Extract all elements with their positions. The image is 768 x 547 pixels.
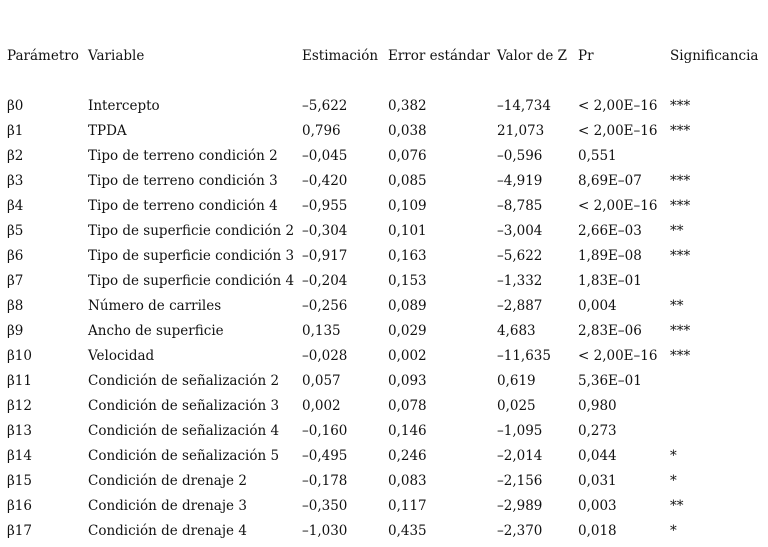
parameter-cell: β0: [7, 98, 24, 114]
estimate-cell: –0,955: [302, 198, 348, 214]
z-value-cell: –2,156: [497, 473, 543, 489]
parameter-cell: β8: [7, 298, 24, 314]
std-error-cell: 0,146: [388, 423, 427, 439]
pr-cell: 0,551: [578, 148, 617, 164]
significance-cell: ***: [670, 248, 691, 264]
significance-cell: **: [670, 223, 684, 239]
header-estimacion: Estimación: [302, 48, 379, 64]
pr-cell: 0,031: [578, 473, 617, 489]
parameter-cell: β3: [7, 173, 24, 189]
variable-cell: Tipo de terreno condición 4: [88, 198, 278, 214]
z-value-cell: –11,635: [497, 348, 551, 364]
table-row: [0, 271, 768, 291]
variable-cell: Condición de señalización 4: [88, 423, 280, 439]
z-value-cell: –1,095: [497, 423, 543, 439]
estimate-cell: –5,622: [302, 98, 348, 114]
z-value-cell: –4,919: [497, 173, 543, 189]
parameter-cell: β7: [7, 273, 24, 289]
pr-cell: 8,69E–07: [578, 173, 642, 189]
table-row: [0, 246, 768, 266]
table-row: [0, 321, 768, 341]
pr-cell: < 2,00E–16: [578, 198, 658, 214]
std-error-cell: 0,038: [388, 123, 427, 139]
pr-cell: 0,273: [578, 423, 617, 439]
estimate-cell: –0,160: [302, 423, 348, 439]
estimate-cell: –0,204: [302, 273, 348, 289]
z-value-cell: –1,332: [497, 273, 543, 289]
pr-cell: 1,89E–08: [578, 248, 642, 264]
estimate-cell: –0,256: [302, 298, 348, 314]
std-error-cell: 0,117: [388, 498, 427, 514]
significance-cell: ***: [670, 98, 691, 114]
z-value-cell: –5,622: [497, 248, 543, 264]
pr-cell: 0,980: [578, 398, 617, 414]
variable-cell: Condición de señalización 3: [88, 398, 280, 414]
variable-cell: Tipo de superficie condición 4: [88, 273, 295, 289]
std-error-cell: 0,435: [388, 523, 427, 539]
pr-cell: 0,018: [578, 523, 617, 539]
z-value-cell: –0,596: [497, 148, 543, 164]
std-error-cell: 0,002: [388, 348, 427, 364]
table-row: [0, 396, 768, 416]
header-valor-z: Valor de Z: [497, 48, 568, 64]
estimate-cell: 0,002: [302, 398, 341, 414]
variable-cell: Ancho de superficie: [88, 323, 224, 339]
z-value-cell: –2,989: [497, 498, 543, 514]
estimate-cell: 0,057: [302, 373, 341, 389]
parameter-cell: β17: [7, 523, 32, 539]
parameter-cell: β11: [7, 373, 32, 389]
significance-cell: ***: [670, 123, 691, 139]
significance-cell: ***: [670, 173, 691, 189]
pr-cell: < 2,00E–16: [578, 348, 658, 364]
z-value-cell: –8,785: [497, 198, 543, 214]
pr-cell: 2,66E–03: [578, 223, 642, 239]
significance-cell: ***: [670, 348, 691, 364]
z-value-cell: –2,370: [497, 523, 543, 539]
std-error-cell: 0,109: [388, 198, 427, 214]
table-row: [0, 421, 768, 441]
table-row: [0, 121, 768, 141]
pr-cell: < 2,00E–16: [578, 123, 658, 139]
std-error-cell: 0,153: [388, 273, 427, 289]
z-value-cell: 0,619: [497, 373, 536, 389]
std-error-cell: 0,163: [388, 248, 427, 264]
parameter-cell: β12: [7, 398, 32, 414]
estimate-cell: –0,045: [302, 148, 348, 164]
estimate-cell: –1,030: [302, 523, 348, 539]
std-error-cell: 0,246: [388, 448, 427, 464]
variable-cell: Tipo de terreno condición 3: [88, 173, 278, 189]
std-error-cell: 0,093: [388, 373, 427, 389]
estimate-cell: 0,796: [302, 123, 341, 139]
std-error-cell: 0,089: [388, 298, 427, 314]
table-row: [0, 446, 768, 466]
z-value-cell: 0,025: [497, 398, 536, 414]
table-row: [0, 346, 768, 366]
parameter-cell: β4: [7, 198, 24, 214]
parameter-cell: β13: [7, 423, 32, 439]
table-row: [0, 496, 768, 516]
table-row: [0, 96, 768, 116]
pr-cell: 2,83E–06: [578, 323, 642, 339]
table-row: [0, 296, 768, 316]
header-pr: Pr: [578, 48, 594, 64]
parameter-cell: β15: [7, 473, 32, 489]
variable-cell: Intercepto: [88, 98, 160, 114]
std-error-cell: 0,029: [388, 323, 427, 339]
pr-cell: 0,004: [578, 298, 617, 314]
variable-cell: TPDA: [88, 123, 127, 139]
estimate-cell: –0,420: [302, 173, 348, 189]
significance-cell: **: [670, 498, 684, 514]
std-error-cell: 0,085: [388, 173, 427, 189]
pr-cell: 0,044: [578, 448, 617, 464]
variable-cell: Velocidad: [88, 348, 155, 364]
table-row: [0, 221, 768, 241]
variable-cell: Condición de señalización 2: [88, 373, 280, 389]
significance-cell: ***: [670, 198, 691, 214]
estimate-cell: –0,350: [302, 498, 348, 514]
parameter-cell: β6: [7, 248, 24, 264]
parameter-cell: β5: [7, 223, 24, 239]
variable-cell: Condición de señalización 5: [88, 448, 280, 464]
table-row: [0, 371, 768, 391]
significance-cell: **: [670, 298, 684, 314]
variable-cell: Condición de drenaje 2: [88, 473, 247, 489]
std-error-cell: 0,078: [388, 398, 427, 414]
parameter-cell: β9: [7, 323, 24, 339]
variable-cell: Tipo de superficie condición 3: [88, 248, 295, 264]
parameter-cell: β16: [7, 498, 32, 514]
estimate-cell: –0,028: [302, 348, 348, 364]
z-value-cell: –2,014: [497, 448, 543, 464]
table-row: [0, 171, 768, 191]
significance-cell: *: [670, 473, 677, 489]
std-error-cell: 0,101: [388, 223, 427, 239]
pr-cell: < 2,00E–16: [578, 98, 658, 114]
estimate-cell: –0,178: [302, 473, 348, 489]
table-row: [0, 196, 768, 216]
variable-cell: Tipo de terreno condición 2: [88, 148, 278, 164]
variable-cell: Número de carriles: [88, 298, 222, 314]
table-row: [0, 146, 768, 166]
header-significancia: Significancia: [670, 48, 759, 64]
significance-cell: ***: [670, 323, 691, 339]
estimate-cell: 0,135: [302, 323, 341, 339]
variable-cell: Condición de drenaje 3: [88, 498, 247, 514]
pr-cell: 5,36E–01: [578, 373, 642, 389]
table-row: [0, 471, 768, 491]
std-error-cell: 0,382: [388, 98, 427, 114]
parameter-cell: β14: [7, 448, 32, 464]
estimate-cell: –0,304: [302, 223, 348, 239]
significance-cell: *: [670, 448, 677, 464]
std-error-cell: 0,083: [388, 473, 427, 489]
z-value-cell: 4,683: [497, 323, 536, 339]
z-value-cell: –14,734: [497, 98, 551, 114]
header-error-estandar: Error estándar: [388, 48, 490, 64]
parameter-cell: β10: [7, 348, 32, 364]
estimate-cell: –0,495: [302, 448, 348, 464]
parameter-cell: β2: [7, 148, 24, 164]
std-error-cell: 0,076: [388, 148, 427, 164]
header-variable: Variable: [88, 48, 145, 64]
variable-cell: Tipo de superficie condición 2: [88, 223, 295, 239]
pr-cell: 0,003: [578, 498, 617, 514]
parameter-cell: β1: [7, 123, 24, 139]
z-value-cell: –2,887: [497, 298, 543, 314]
variable-cell: Condición de drenaje 4: [88, 523, 247, 539]
table-row: [0, 521, 768, 541]
pr-cell: 1,83E–01: [578, 273, 642, 289]
significance-cell: *: [670, 523, 677, 539]
estimate-cell: –0,917: [302, 248, 348, 264]
z-value-cell: –3,004: [497, 223, 543, 239]
header-parametro: Parámetro: [7, 48, 79, 64]
z-value-cell: 21,073: [497, 123, 545, 139]
table-header-row: [0, 46, 768, 66]
